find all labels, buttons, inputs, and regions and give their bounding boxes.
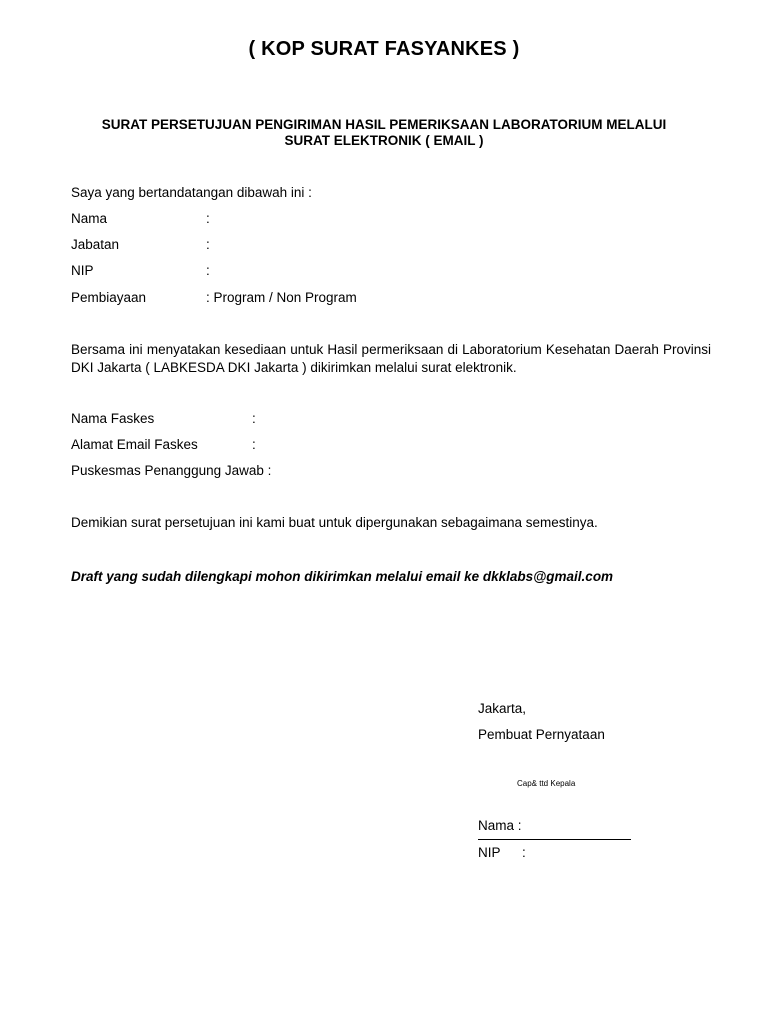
field-label-pembiayaan: Pembiayaan: [71, 290, 147, 305]
signature-underline: [478, 839, 631, 841]
field-label-email-faskes: Alamat Email Faskes: [71, 437, 198, 452]
field-label-nip: NIP: [71, 263, 94, 278]
field-label-jabatan: Jabatan: [71, 237, 120, 252]
stamp-signature-note: Cap& ttd Kepala: [517, 779, 576, 788]
submission-note: Draft yang sudah dilengkapi mohon dikirimkan melalui email ke dkklabs@gmail.com: [71, 569, 614, 584]
signature-nip-colon: :: [522, 845, 526, 860]
closing-text: Demikian surat persetujuan ini kami buat untuk dipergunakan sebagaimana semestinya.: [71, 515, 598, 530]
field-value-nip: :: [206, 263, 210, 278]
field-label-puskesmas: Puskesmas Penanggung Jawab :: [71, 463, 272, 478]
signature-role: Pembuat Pernyataan: [478, 727, 605, 742]
field-value-nama-faskes: :: [252, 411, 256, 426]
field-value-email-faskes: :: [252, 437, 256, 452]
field-value-jabatan: :: [206, 237, 210, 252]
intro-text: Saya yang bertandatangan dibawah ini :: [71, 185, 312, 200]
signature-place: Jakarta,: [478, 701, 527, 716]
document-title-line1: SURAT PERSETUJUAN PENGIRIMAN HASIL PEMERIKSAAN LABORATORIUM MELALUI: [101, 117, 667, 132]
field-label-nama: Nama: [71, 211, 108, 226]
statement-paragraph: Bersama ini menyatakan kesediaan untuk Hasil permeriksaan di Laboratorium Kesehatan Daerah Provinsi DKI Jakarta ( LABKESDA DKI Jakarta ) dikirimkan melalui surat elektronik.: [71, 342, 711, 375]
field-label-nama-faskes: Nama Faskes: [71, 411, 155, 426]
field-value-pembiayaan: : Program / Non Program: [206, 290, 357, 305]
document-title-line2: SURAT ELEKTRONIK ( EMAIL ): [284, 133, 484, 148]
letterhead-placeholder: ( KOP SURAT FASYANKES ): [248, 38, 520, 60]
field-value-nama: :: [206, 211, 210, 226]
signature-name-label: Nama :: [478, 818, 522, 833]
signature-nip-label: NIP: [478, 845, 501, 860]
